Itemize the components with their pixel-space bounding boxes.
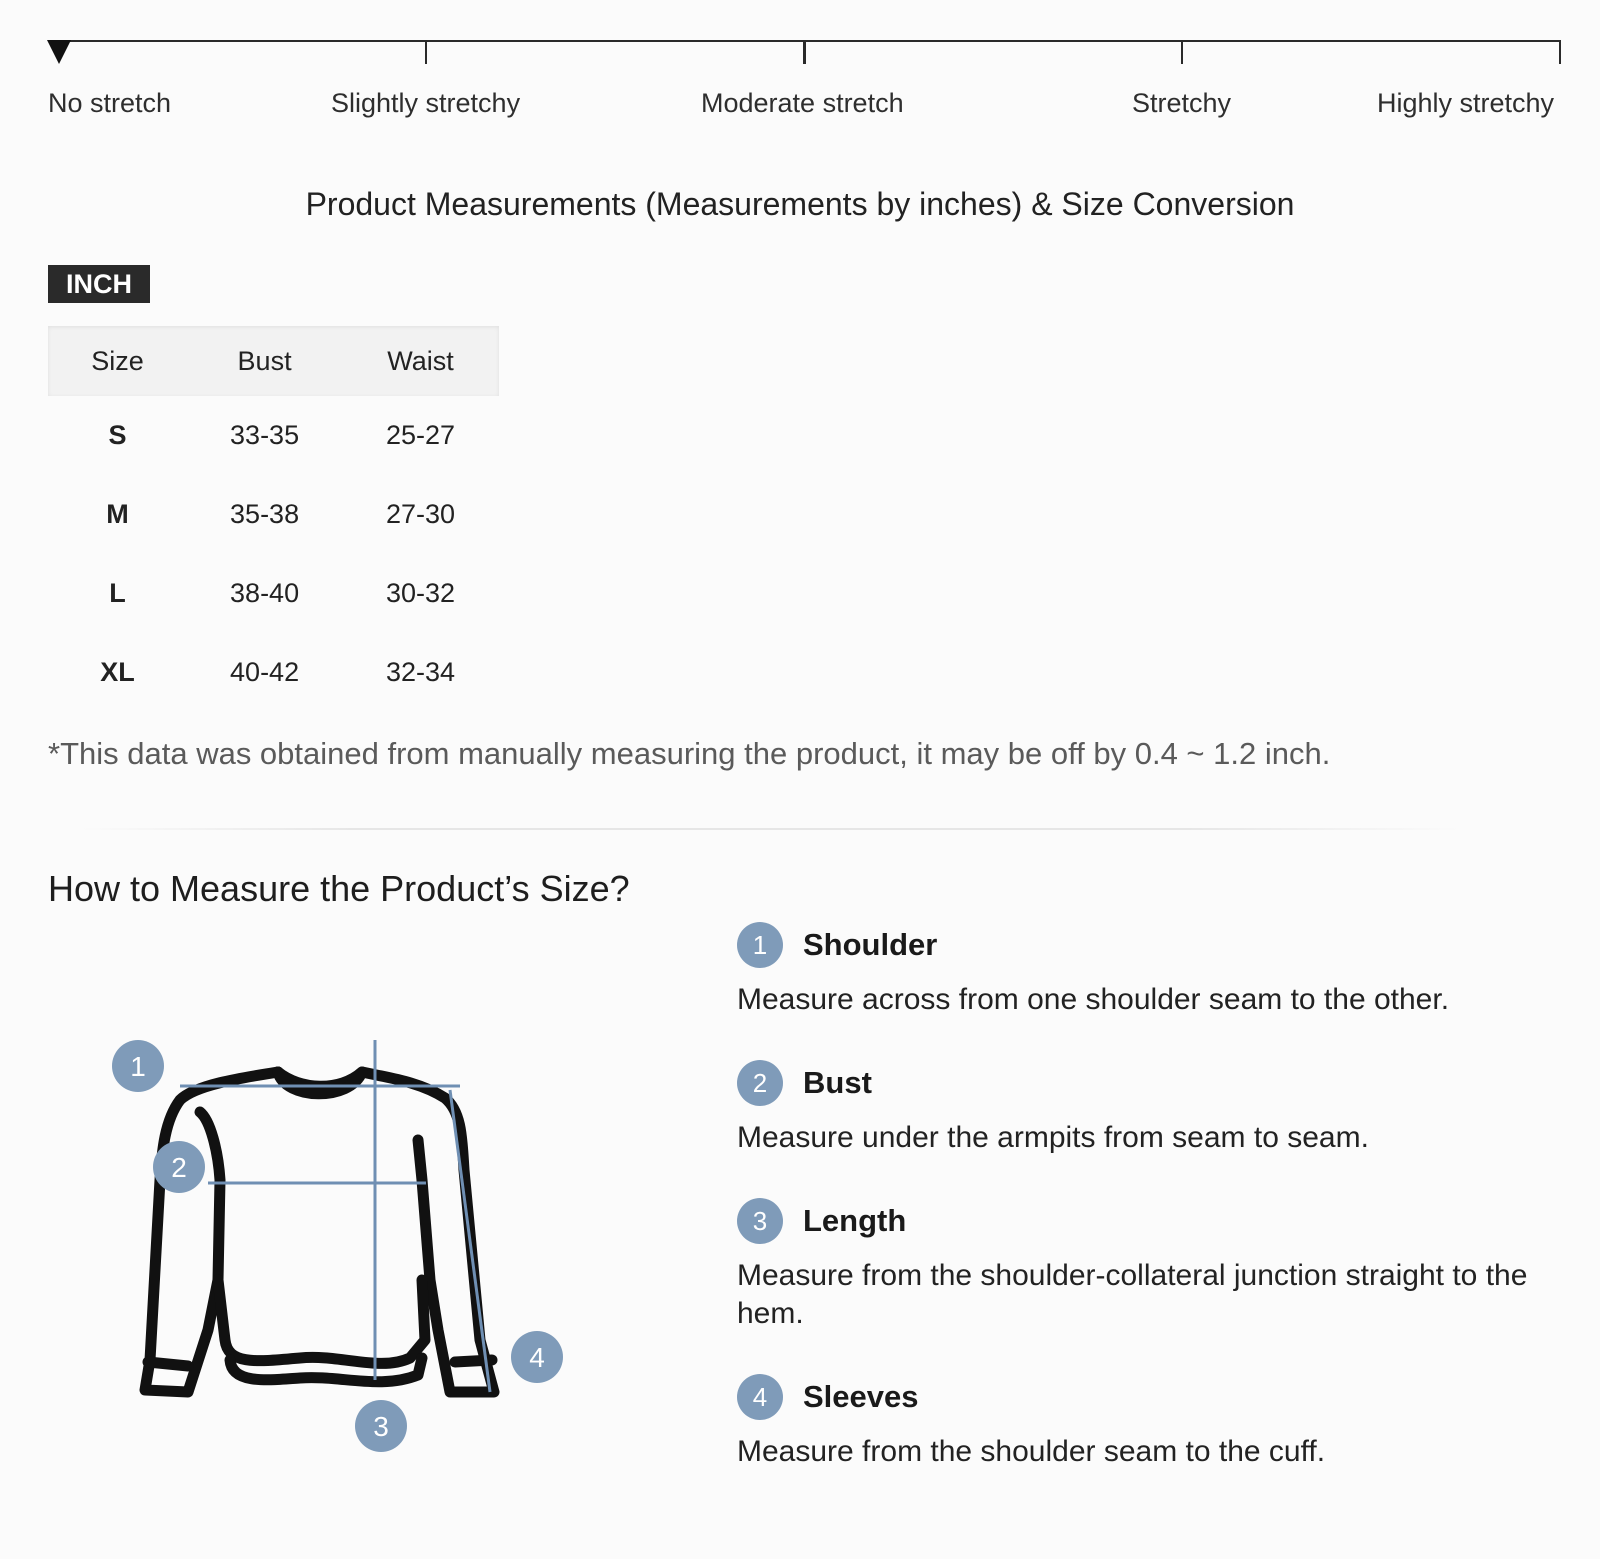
step-shoulder xyxy=(737,921,1557,1019)
header-bust: Bust xyxy=(237,345,292,376)
cell-waist: 25-27 xyxy=(385,420,456,450)
unit-badge: INCH xyxy=(48,265,150,303)
marker-2-icon xyxy=(153,1141,205,1193)
step-sleeves xyxy=(737,1373,1557,1471)
table-row xyxy=(48,475,499,554)
step-title: Bust xyxy=(803,1065,872,1100)
stretch-label-none: No stretch xyxy=(48,88,172,118)
sweater-diagram xyxy=(100,1040,600,1490)
table-row xyxy=(48,633,499,712)
measurement-disclaimer: *This data was obtained from manually measuring the product, it may be off by 0.4 ~ 1.2 inch. xyxy=(48,736,1331,771)
stretch-label-high: Highly stretchy xyxy=(1377,88,1555,118)
stretch-label-moderate: Moderate stretch xyxy=(701,88,904,118)
step-number-icon: 3 xyxy=(737,1198,783,1244)
section-divider xyxy=(80,828,1460,830)
scale-tick xyxy=(1559,40,1561,64)
step-number-icon: 1 xyxy=(737,922,783,968)
cell-bust: 35-38 xyxy=(230,499,300,529)
stretch-scale xyxy=(0,0,1600,130)
cell-bust: 38-40 xyxy=(230,578,300,608)
sleeve-line xyxy=(450,1090,490,1392)
header-waist: Waist xyxy=(387,345,454,376)
marker-2-label: 2 xyxy=(171,1152,187,1183)
header-size: Size xyxy=(91,345,144,376)
marker-1-icon xyxy=(112,1040,164,1092)
table-row xyxy=(48,396,499,475)
size-table xyxy=(48,326,499,712)
step-number-icon: 4 xyxy=(737,1374,783,1420)
stretch-label-stretchy: Stretchy xyxy=(1132,88,1232,118)
scale-tick xyxy=(803,40,806,64)
step-description: Measure from the shoulder-collateral junction straight to the hem. xyxy=(737,1259,1528,1330)
cell-size: S xyxy=(108,420,127,450)
step-description: Measure from the shoulder seam to the cuff. xyxy=(737,1435,1326,1468)
how-to-measure-title: How to Measure the Product’s Size? xyxy=(48,868,630,909)
scale-tick xyxy=(425,40,427,64)
table-row xyxy=(48,554,499,633)
marker-3-icon xyxy=(355,1400,407,1452)
step-bust xyxy=(737,1059,1557,1157)
cell-bust: 33-35 xyxy=(230,420,300,450)
marker-3-label: 3 xyxy=(373,1411,389,1442)
cell-waist: 27-30 xyxy=(385,499,456,529)
step-title: Sleeves xyxy=(803,1379,919,1414)
scale-tick xyxy=(1181,40,1183,64)
size-table-header xyxy=(48,326,499,396)
marker-4-icon xyxy=(511,1331,563,1383)
step-number-icon: 2 xyxy=(737,1060,783,1106)
cell-size: L xyxy=(109,578,126,608)
sweater-outline-icon xyxy=(145,1072,494,1392)
marker-1-label: 1 xyxy=(130,1051,146,1082)
stretch-selected-marker-icon xyxy=(47,40,71,64)
step-length xyxy=(737,1197,1557,1333)
stretch-label-slight: Slightly stretchy xyxy=(331,88,521,118)
step-description: Measure across from one shoulder seam to the other. xyxy=(737,983,1450,1016)
step-description: Measure under the armpits from seam to seam. xyxy=(737,1121,1369,1154)
marker-4-label: 4 xyxy=(529,1342,545,1373)
cell-size: XL xyxy=(100,657,135,687)
cell-waist: 32-34 xyxy=(385,657,456,687)
cell-waist: 30-32 xyxy=(385,578,456,608)
step-title: Length xyxy=(803,1203,907,1238)
measurements-title: Product Measurements (Measurements by inches) & Size Conversion xyxy=(305,186,1295,222)
cell-size: M xyxy=(106,499,129,529)
cell-bust: 40-42 xyxy=(230,657,300,687)
step-title: Shoulder xyxy=(803,927,938,962)
